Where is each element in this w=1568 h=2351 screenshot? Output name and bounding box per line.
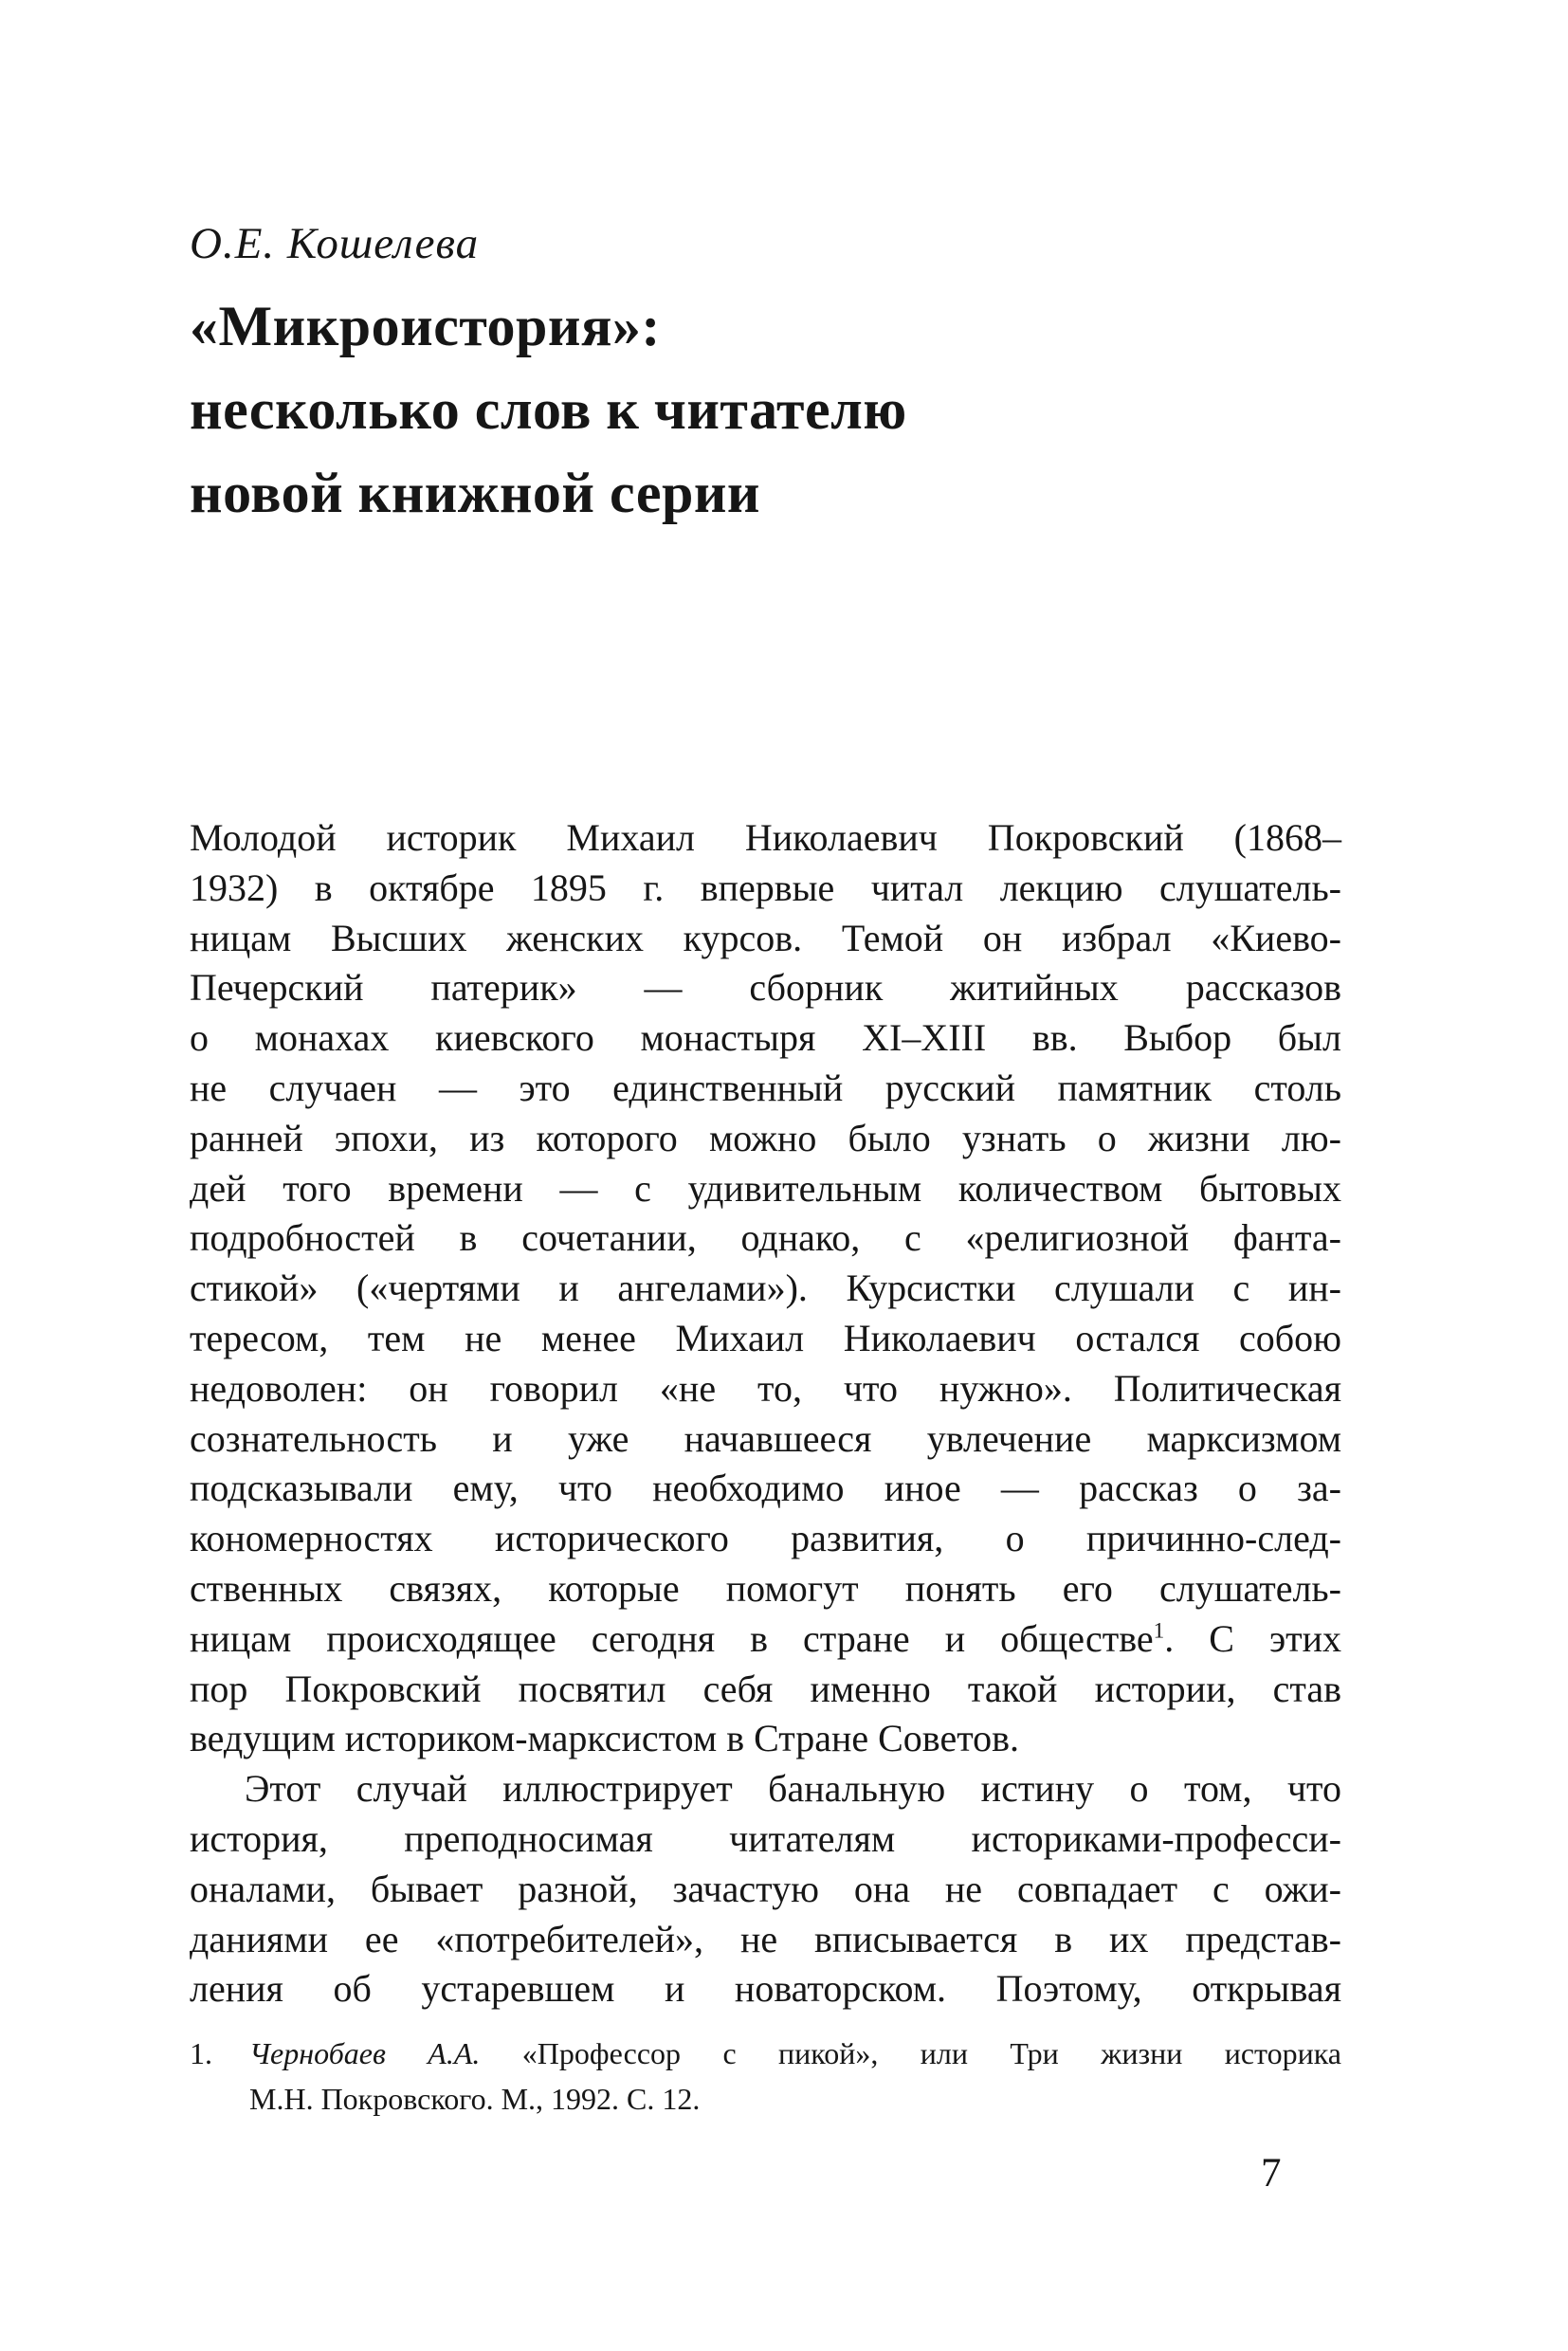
text-line: ницам Высших женских курсов. Темой он избрал «Киево-	[190, 916, 1341, 959]
text-line: история, преподносимая читателям историками-професси-	[190, 1816, 1341, 1860]
footnote-line	[190, 2031, 1341, 2076]
footnote-reference: 1	[1153, 1618, 1165, 1644]
text-line: Этот случай иллюстрирует банальную истину о том, что	[245, 1767, 1341, 1811]
text-line: ведущим историком-марксистом в Стране Советов.	[190, 1717, 1020, 1760]
text-line: 1932) в октябре 1895 г. впервые читал лекцию слушатель-	[190, 866, 1341, 909]
text-line: стикой» («чертями и ангелами»). Курсистки слушали с ин-	[190, 1267, 1341, 1310]
text-line: не случаен — это единственный русский памятник столь	[190, 1066, 1341, 1109]
text-line: тересом, тем не менее Михаил Николаевич остался собою	[190, 1316, 1341, 1359]
text-line: ления об устаревшем и новаторском. Поэтому, открывая	[190, 1967, 1341, 2011]
footnote-author: Чернобаев А.А.	[249, 2036, 481, 2070]
text-line: ницам происходящее сегодня в стране и обществе$^1$. С этих	[190, 1616, 1342, 1660]
body-text	[190, 813, 1341, 2014]
text-line: ранней эпохи, из которого можно было узнать о жизни лю-	[190, 1116, 1341, 1159]
footnote-line: М.Н. Покровского. М., 1992. С. 12.	[249, 2082, 701, 2116]
text-line: сознательность и уже начавшееся увлечение марксизмом	[190, 1416, 1341, 1460]
text-line: подробностей в сочетании, однако, с «религиозной фанта-	[190, 1216, 1341, 1260]
title-line: несколько слов к читателю	[190, 378, 907, 441]
footnote-marker: 1.	[190, 2036, 212, 2070]
text-line: ственных связях, которые помогут понять его слушатель-	[190, 1566, 1341, 1610]
text-line: оналами, бывает разной, зачастую она не совпадает с ожи-	[190, 1867, 1341, 1910]
footnote-text	[249, 2031, 1341, 2076]
text-line: кономерностях исторического развития, о причинно-след-	[190, 1517, 1341, 1560]
text-line: даниями ее «потребителей», не вписывается в их представ-	[190, 1917, 1341, 1960]
title-line: новой книжной серии	[190, 462, 760, 524]
text-line: пор Покровский посвятил себя именно такой истории, став	[190, 1667, 1341, 1710]
text-line: Молодой историк Михаил Николаевич Покровский (1868–	[190, 816, 1341, 859]
chapter-title	[190, 284, 907, 535]
text-line: подсказывали ему, что необходимо иное — рассказ о за-	[190, 1467, 1341, 1510]
title-line: «Микроистория»:	[190, 295, 661, 357]
text-line: дей того времени — с удивительным количеством бытовых	[190, 1166, 1341, 1210]
footnote-text-rest: «Профессор с пикой», или Три жизни историка	[480, 2036, 1342, 2070]
text-line: о монахах киевского монастыря XI–XIII вв. Выбор был	[190, 1016, 1341, 1060]
text-line: Печерский патерик» — сборник житийных рассказов	[190, 966, 1341, 1010]
author-name: О.Е. Кошелева	[190, 219, 480, 268]
text-line: недоволен: он говорил «не то, что нужно». Политическая	[190, 1366, 1341, 1410]
page-number: 7	[1261, 2151, 1282, 2196]
footnote	[190, 2031, 1341, 2122]
